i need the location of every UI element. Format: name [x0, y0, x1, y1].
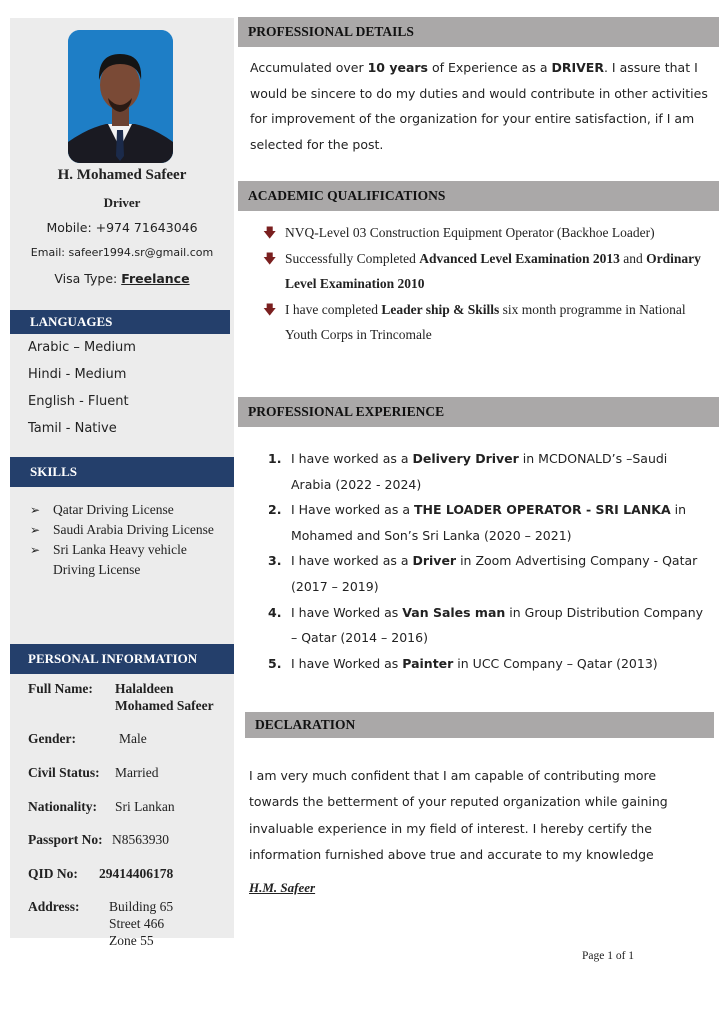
experience-text-part: in MCDONALD’s –Saudi Arabia (2022 - 2024)	[291, 451, 668, 492]
experience-text-part: in Mohamed and Son’s Sri Lanka (2020 – 2021)	[291, 502, 687, 543]
item-number: 1.	[268, 451, 282, 466]
experience-item	[268, 600, 708, 651]
experience-list	[268, 446, 708, 676]
gender-label: Gender:	[28, 731, 76, 746]
languages-heading: LANGUAGES	[10, 310, 230, 334]
experience-item	[268, 446, 708, 497]
item-number: 2.	[268, 502, 282, 518]
visa-type-label: Visa Type:	[54, 271, 122, 286]
academic-text-bold: Ordinary Level Examination 2010	[285, 250, 701, 291]
pd-role: DRIVER	[551, 60, 604, 75]
experience-position: Painter	[402, 655, 454, 671]
experience-item	[268, 497, 708, 548]
language-item: English - Fluent	[28, 394, 129, 409]
down-arrow-bullet-icon: 🡇	[263, 225, 277, 240]
academic-text-bold: Leader ship & Skills	[381, 301, 500, 317]
pd-text: . I assure that I would be sincere to do my duties and would contribute in other activities for improvement of the organization for your entire satisfaction, if I am selected for the post.	[250, 60, 708, 152]
experience-item	[268, 548, 708, 599]
item-number: 3.	[268, 553, 282, 569]
academic-text-part: Successfully Completed	[285, 250, 420, 266]
passport-value: N8563930	[112, 832, 169, 847]
qid-label: QID No:	[28, 866, 78, 881]
civil-status-label: Civil Status:	[28, 765, 100, 780]
address-label: Address:	[28, 899, 80, 914]
academic-list	[263, 220, 713, 348]
experience-heading: PROFESSIONAL EXPERIENCE	[238, 397, 719, 427]
declaration-text: I am very much confident that I am capable of contributing more towards the betterment of your reputed organization while gaining invaluable experience in my field of interest. I hereby certify the information furnished above true and accurate to my knowledge	[249, 768, 668, 862]
academic-text-part: and	[619, 250, 647, 266]
declaration-heading: DECLARATION	[245, 712, 714, 738]
language-item: Hindi - Medium	[28, 367, 127, 382]
experience-text-part: I have Worked as	[291, 604, 403, 620]
candidate-role: Driver	[103, 195, 141, 210]
experience-text	[291, 548, 708, 599]
skills-heading: SKILLS	[10, 457, 234, 487]
skills-list	[30, 500, 230, 580]
personal-info-heading: PERSONAL INFORMATION	[10, 644, 234, 674]
pd-text: Accumulated over	[250, 60, 368, 75]
experience-position: Driver	[412, 553, 457, 569]
academic-text	[285, 297, 713, 348]
down-arrow-bullet-icon: 🡇	[263, 301, 277, 317]
professional-details-text	[250, 55, 712, 157]
address-line: Zone 55	[109, 933, 154, 948]
experience-text-part: in UCC Company – Qatar (2013)	[453, 655, 658, 671]
academic-text: NVQ-Level 03 Construction Equipment Operator (Backhoe Loader)	[285, 225, 655, 240]
pd-text: of Experience as a	[428, 60, 552, 75]
academic-heading: ACADEMIC QUALIFICATIONS	[238, 181, 719, 211]
academic-item	[263, 220, 713, 246]
academic-item	[263, 297, 713, 348]
skill-label: Sri Lanka Heavy vehicle Driving License	[53, 542, 187, 577]
experience-item	[268, 651, 708, 677]
experience-text-part: I Have worked as a	[291, 502, 414, 518]
signature: H.M. Safeer	[249, 880, 316, 895]
experience-text-part: I have worked as a	[291, 553, 413, 569]
civil-status-value: Married	[115, 765, 159, 780]
academic-item	[263, 246, 713, 297]
nationality-label: Nationality:	[28, 799, 97, 814]
full-name-label: Full Name:	[28, 681, 93, 696]
item-number: 5.	[268, 655, 282, 671]
visa-type-value: Freelance	[121, 271, 190, 286]
experience-position: Delivery Driver	[412, 451, 519, 466]
item-number: 4.	[268, 604, 282, 620]
experience-text-part: I have Worked as	[291, 655, 403, 671]
candidate-name: H. Mohamed Safeer	[57, 167, 187, 183]
academic-text-part: I have completed	[285, 301, 382, 317]
language-item: Arabic – Medium	[28, 340, 136, 355]
full-name-first: Halaldeen	[115, 681, 174, 696]
full-name-last: Mohamed Safeer	[115, 698, 214, 713]
gender-value: Male	[119, 731, 147, 746]
professional-details-heading: PROFESSIONAL DETAILS	[238, 17, 719, 47]
pd-years: 10 years	[367, 60, 428, 75]
page-number: Page 1 of 1	[582, 950, 635, 962]
profile-photo	[68, 30, 173, 163]
experience-position: THE LOADER OPERATOR - SRI LANKA	[413, 502, 671, 518]
passport-label: Passport No:	[28, 832, 103, 847]
skill-item	[30, 520, 230, 540]
academic-text	[285, 246, 713, 297]
nationality-value: Sri Lankan	[115, 799, 175, 814]
skill-label: Saudi Arabia Driving License	[53, 522, 214, 537]
skill-item	[30, 500, 230, 520]
address-line: Building 65	[109, 899, 174, 914]
qid-value: 29414406178	[99, 866, 174, 881]
skill-item	[30, 540, 230, 580]
experience-text	[291, 600, 708, 651]
visa-type	[10, 271, 234, 286]
experience-text-part: I have worked as a	[291, 451, 413, 466]
arrow-bullet-icon: ➢	[30, 543, 41, 557]
experience-position: Van Sales man	[402, 604, 506, 620]
experience-text	[291, 446, 708, 497]
experience-text	[291, 497, 708, 548]
experience-text-part: in Zoom Advertising Company - Qatar (2017 – 2019)	[291, 553, 698, 594]
academic-text-bold: Advanced Level Examination 2013	[419, 250, 620, 266]
experience-text	[291, 651, 658, 677]
language-item: Tamil - Native	[28, 421, 117, 436]
experience-text-part: in Group Distribution Company – Qatar (2014 – 2016)	[291, 604, 704, 646]
skill-label: Qatar Driving License	[53, 502, 174, 517]
arrow-bullet-icon: ➢	[30, 523, 41, 537]
academic-text-part: six month programme in National Youth Corps in Trincomale	[285, 301, 686, 342]
email-address: Email: safeer1994.sr@gmail.com	[30, 246, 214, 259]
mobile-number: Mobile: +974 71643046	[46, 220, 198, 235]
arrow-bullet-icon: ➢	[30, 503, 41, 517]
down-arrow-bullet-icon: 🡇	[263, 250, 277, 266]
address-line: Street 466	[109, 916, 165, 931]
